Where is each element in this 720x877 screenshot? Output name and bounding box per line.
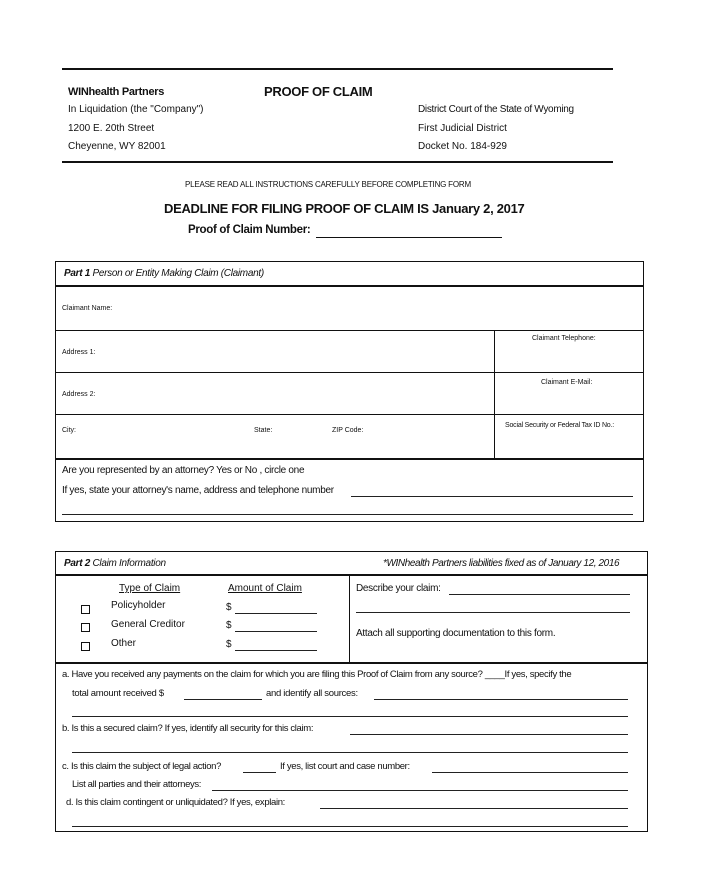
describe-claim-field[interactable]	[449, 594, 630, 595]
question-b: b. Is this a secured claim? If yes, identify all security for this claim:	[62, 723, 314, 734]
address2-label: Address 2:	[62, 391, 96, 398]
form-title: PROOF OF CLAIM	[264, 84, 373, 99]
org-name: WINhealth Partners	[68, 86, 165, 98]
claimant-name-label: Claimant Name:	[62, 305, 113, 312]
claim-number-field[interactable]	[316, 237, 502, 238]
ssn-label: Social Security or Federal Tax ID No.:	[505, 422, 614, 429]
contingent-field[interactable]	[320, 808, 628, 809]
security-field-2[interactable]	[72, 752, 628, 753]
amount-other-field[interactable]	[235, 650, 317, 651]
part1-row-rule	[55, 458, 644, 460]
claimant-email-label: Claimant E-Mail:	[541, 379, 593, 386]
org-line2: In Liquidation (the "Company")	[68, 104, 204, 115]
attach-docs-note: Attach all supporting documentation to this form.	[356, 628, 556, 639]
part2-claim-rule	[55, 662, 648, 664]
attorney-detail-field-2[interactable]	[62, 514, 633, 515]
checkbox-other[interactable]	[81, 638, 90, 656]
checkbox-general-creditor[interactable]	[81, 619, 90, 637]
court-line2: First Judicial District	[418, 123, 507, 134]
parties-field[interactable]	[212, 790, 628, 791]
describe-claim-label: Describe your claim:	[356, 583, 441, 594]
instructions-notice: PLEASE READ ALL INSTRUCTIONS CAREFULLY BEFORE COMPLETING FORM	[185, 180, 471, 189]
state-label: State:	[254, 427, 273, 434]
question-a-amount-label: total amount received $	[72, 688, 164, 699]
question-a-sources-label: and identify all sources:	[266, 688, 358, 699]
type-of-claim-header: Type of Claim	[119, 583, 181, 594]
type-general-creditor: General Creditor	[111, 619, 185, 630]
part2-note: *WINhealth Partners liabilities fixed as of January 12, 2016	[383, 558, 620, 569]
part2-heading-rule	[55, 574, 648, 576]
type-policyholder: Policyholder	[111, 600, 166, 611]
org-line4: Cheyenne, WY 82001	[68, 141, 166, 152]
part2-heading: Part 2 Claim Information	[64, 558, 166, 569]
contingent-field-2[interactable]	[72, 826, 628, 827]
currency-symbol: $	[226, 639, 232, 650]
question-c-parties-label: List all parties and their attorneys:	[72, 779, 202, 790]
currency-symbol: $	[226, 620, 232, 631]
currency-symbol: $	[226, 602, 232, 613]
court-line3: Docket No. 184-929	[418, 141, 507, 152]
sources-field[interactable]	[374, 699, 628, 700]
total-amount-field[interactable]	[184, 699, 262, 700]
org-line3: 1200 E. 20th Street	[68, 123, 155, 134]
describe-claim-field-2[interactable]	[356, 612, 630, 613]
checkbox-policyholder[interactable]	[81, 601, 90, 619]
city-label: City:	[62, 427, 76, 434]
court-case-field[interactable]	[432, 772, 628, 773]
header-top-rule	[62, 68, 613, 70]
address1-label: Address 1:	[62, 349, 96, 356]
type-other: Other	[111, 638, 137, 649]
security-field[interactable]	[350, 734, 628, 735]
attorney-detail-field[interactable]	[351, 496, 633, 497]
question-c: c. Is this claim the subject of legal action?	[62, 761, 222, 772]
part1-heading-rule	[55, 285, 644, 287]
claim-number-label: Proof of Claim Number:	[188, 224, 311, 236]
part1-row-rule	[55, 372, 644, 373]
amount-policyholder-field[interactable]	[235, 613, 317, 614]
deadline-text: DEADLINE FOR FILING PROOF OF CLAIM IS January 2, 2017	[164, 201, 525, 216]
question-c-court-label: If yes, list court and case number:	[280, 761, 410, 772]
attorney-detail-label: If yes, state your attorney's name, address and telephone number	[62, 485, 334, 496]
zip-label: ZIP Code:	[332, 427, 364, 434]
amount-of-claim-header: Amount of Claim	[228, 583, 302, 594]
question-a: a. Have you received any payments on the claim for which you are filing this Proof of Claim from any source? ____If yes, specify the	[62, 669, 572, 680]
part2-col-rule	[349, 575, 350, 662]
part1-row-rule	[55, 330, 644, 331]
court-line1: District Court of the State of Wyoming	[418, 104, 574, 115]
sources-field-2[interactable]	[72, 716, 628, 717]
attorney-question: Are you represented by an attorney? Yes or No , circle one	[62, 465, 305, 476]
part1-box	[55, 261, 644, 522]
header-bottom-rule	[62, 161, 613, 163]
question-d: d. Is this claim contingent or unliquidated? If yes, explain:	[66, 797, 285, 808]
claimant-telephone-label: Claimant Telephone:	[532, 335, 596, 342]
part1-row-rule	[55, 414, 644, 415]
part1-col-rule	[494, 330, 495, 458]
part1-heading: Part 1 Person or Entity Making Claim (Claimant)	[64, 268, 264, 279]
legal-action-field[interactable]	[243, 772, 276, 773]
amount-general-creditor-field[interactable]	[235, 631, 317, 632]
